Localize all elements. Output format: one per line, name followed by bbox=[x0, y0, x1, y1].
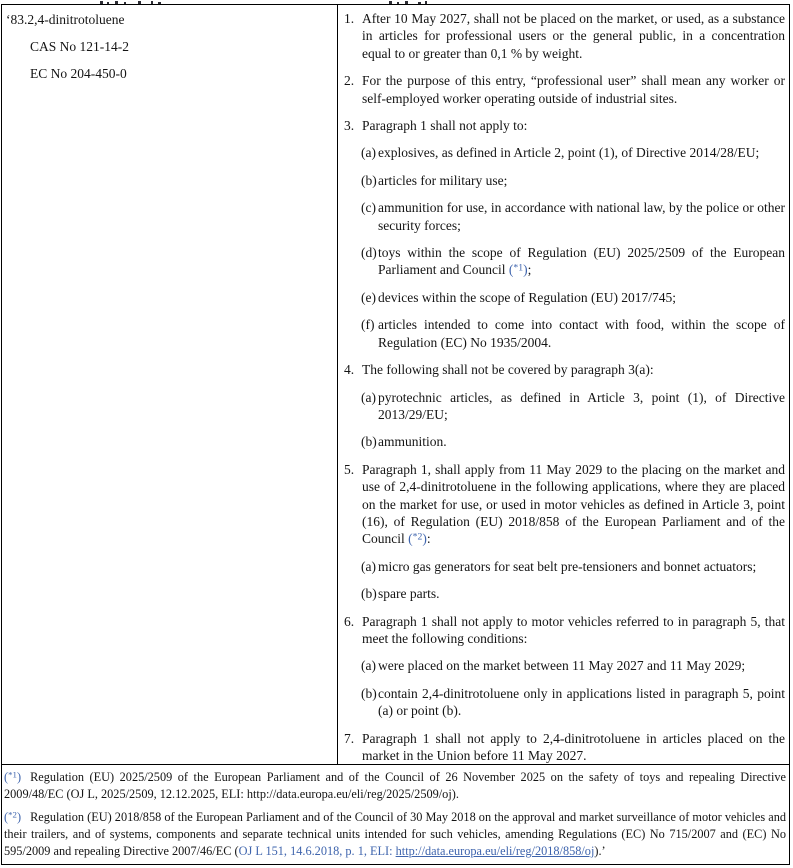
footnote-2-close-paren: ) bbox=[16, 810, 22, 825]
subitem-3f-label: (f) bbox=[361, 317, 375, 333]
subitem-6a bbox=[344, 657, 785, 674]
footnote-1-open-paren: ( bbox=[4, 770, 9, 785]
paragraph-5 bbox=[344, 461, 785, 548]
footnote-2-text: Regulation (EU) 2018/858 of the European Parliament and of the Council of 30 May 2018 on the approval and market surveillance of motor vehicles and their trailers, and of systems, components and separate technical units intended for such vehicles, amending Regulations (EC) No 715/2007 and (EC) No 595/2009 and repealing Directive 2007/46/EC ( bbox=[4, 810, 786, 859]
paragraph-1-text: After 10 May 2027, shall not be placed on the market, or used, as a substance in articles for professional users or the general public, in a concentration equal to or greater than 0,1 % by weight. bbox=[362, 11, 785, 61]
footnote-2-text-after: ).’ bbox=[594, 844, 606, 859]
entry-number-and-substance bbox=[6, 11, 331, 28]
paragraph-4-text: The following shall not be covered by paragraph 3(a): bbox=[362, 362, 654, 378]
subitem-3d-text-after: ; bbox=[527, 262, 532, 278]
footnote-ref-2-close-paren: ) bbox=[422, 531, 427, 547]
subitem-6b-text: contain 2,4-dinitrotoluene only in applications listed in paragraph 5, point (a) or point (b). bbox=[378, 685, 785, 719]
paragraph-5-number: 5. bbox=[344, 461, 355, 477]
footnote-ref-2-open-paren: ( bbox=[408, 531, 413, 547]
footnote-2-eli-url-link[interactable]: http://data.europa.eu/eli/reg/2018/858/oj bbox=[395, 844, 595, 859]
footnote-2-open-paren: ( bbox=[4, 810, 9, 825]
subitem-3e bbox=[344, 289, 785, 306]
subitem-4a-text: pyrotechnic articles, as defined in Article 3, point (1), of Directive 2013/29/EU; bbox=[378, 389, 785, 422]
footnote-ref-1-marker: *1 bbox=[513, 262, 524, 274]
subitem-3a-text: explosives, as defined in Article 2, point (1), of Directive 2014/28/EU; bbox=[378, 145, 760, 161]
conditions-cell bbox=[338, 5, 789, 764]
footnote-1-marker: *1 bbox=[8, 770, 17, 781]
footnote-2-marker: *2 bbox=[8, 810, 17, 821]
paragraph-7-text: Paragraph 1 shall not apply to 2,4-dinitrotoluene in articles placed on the market in the Union before 11 May 2027. bbox=[362, 730, 785, 763]
substance-name: 2,4-dinitrotoluene bbox=[27, 12, 125, 27]
paragraph-3 bbox=[344, 117, 785, 134]
restriction-entry-row bbox=[2, 5, 789, 764]
footnote-ref-2-link[interactable] bbox=[408, 531, 427, 546]
subitem-3c-label: (c) bbox=[361, 200, 376, 216]
footnote-2-oj-reference: OJ L 151, 14.6.2018, p. 1, ELI: bbox=[238, 844, 396, 859]
subitem-6a-text: were placed on the market between 11 May 2027 and 11 May 2029; bbox=[378, 658, 746, 674]
footnotes-section bbox=[2, 764, 789, 866]
footnote-ref-1-close-paren: ) bbox=[523, 262, 528, 278]
paragraph-5-text: Paragraph 1, shall apply from 11 May 2029 to the placing on the market and use of 2,4-dinitrotoluene in the following applications, where they are placed on the market for use, or used in motor vehicles as defined in Article 3, point (16), of Regulation (EU) 2018/858 of the European Parliament and of the Council bbox=[362, 461, 785, 547]
footnote-2 bbox=[4, 809, 786, 860]
paragraph-2-number: 2. bbox=[344, 73, 355, 89]
footnote-1-text: Regulation (EU) 2025/2509 of the European Parliament and of the Council of 26 November 2025 on the safety of toys and repealing Directive 2009/48/EC (OJ L, 2025/2509, 12.12.2025, ELI: http://data.europa.eu/eli/reg/2025/2509/oj). bbox=[4, 770, 786, 802]
paragraph-6-text: Paragraph 1 shall not apply to motor vehicles referred to in paragraph 5, that meet the following conditions: bbox=[362, 613, 785, 646]
cas-number: CAS No 121-14-2 bbox=[30, 39, 130, 54]
subitem-5a-label: (a) bbox=[361, 558, 376, 574]
subitem-4a-label: (a) bbox=[361, 389, 376, 405]
subitem-3d bbox=[344, 244, 785, 279]
subitem-4b-label: (b) bbox=[361, 434, 377, 450]
subitem-5a-text: micro gas generators for seat belt pre-tensioners and bonnet actuators; bbox=[378, 558, 757, 574]
footnote-ref-2-marker: *2 bbox=[412, 531, 423, 543]
footnote-ref-1-link[interactable] bbox=[509, 262, 528, 277]
paragraph-4-number: 4. bbox=[344, 362, 355, 378]
paragraph-5-text-after: : bbox=[426, 531, 431, 547]
subitem-3a bbox=[344, 144, 785, 161]
footnote-1-anchor[interactable] bbox=[4, 770, 21, 784]
subitem-3a-label: (a) bbox=[361, 145, 376, 161]
subitem-6b-label: (b) bbox=[361, 685, 377, 701]
subitem-5a bbox=[344, 558, 785, 575]
subitem-5b-text: spare parts. bbox=[378, 586, 440, 602]
ec-number: EC No 204-450-0 bbox=[30, 66, 127, 81]
paragraph-6 bbox=[344, 613, 785, 648]
subitem-3f-text: articles intended to come into contact with food, within the scope of Regulation (EC) No 1935/2004. bbox=[378, 317, 785, 350]
subitem-3b-text: articles for military use; bbox=[378, 172, 508, 188]
subitem-3d-text: toys within the scope of Regulation (EU) 2025/2509 of the European Parliament and Council bbox=[378, 245, 785, 278]
paragraph-3-number: 3. bbox=[344, 118, 355, 134]
paragraph-2 bbox=[344, 72, 785, 107]
paragraph-7 bbox=[344, 730, 785, 765]
subitem-3c-text: ammunition for use, in accordance with national law, by the police or other security forces; bbox=[378, 200, 785, 233]
subitem-3f bbox=[344, 316, 785, 351]
paragraph-2-text: For the purpose of this entry, “professional user” shall mean any worker or self-employed worker operating outside of industrial sites. bbox=[362, 73, 785, 106]
subitem-3d-label: (d) bbox=[361, 245, 377, 261]
paragraph-3-text: Paragraph 1 shall not apply to: bbox=[362, 118, 528, 134]
paragraph-7-number: 7. bbox=[344, 730, 355, 746]
footnote-1-close-paren: ) bbox=[16, 770, 22, 785]
subitem-5b-label: (b) bbox=[361, 586, 377, 602]
subitem-3b-label: (b) bbox=[361, 172, 377, 188]
subitem-3e-text: devices within the scope of Regulation (EU) 2017/745; bbox=[378, 289, 677, 305]
substance-cell bbox=[2, 5, 338, 764]
subitem-4b-text: ammunition. bbox=[378, 434, 447, 450]
subitem-6a-label: (a) bbox=[361, 658, 376, 674]
subitem-4b bbox=[344, 433, 785, 450]
paragraph-6-number: 6. bbox=[344, 613, 355, 629]
entry-number: ‘83. bbox=[6, 12, 28, 27]
subitem-4a bbox=[344, 389, 785, 424]
footnote-1 bbox=[4, 769, 786, 803]
paragraph-1-number: 1. bbox=[344, 11, 355, 26]
footnote-2-anchor[interactable] bbox=[4, 810, 21, 824]
paragraph-4 bbox=[344, 361, 785, 378]
footnote-ref-1-open-paren: ( bbox=[508, 262, 514, 278]
subitem-3e-label: (e) bbox=[361, 289, 376, 305]
subitem-3c bbox=[344, 199, 785, 234]
restriction-table bbox=[1, 4, 790, 865]
subitem-6b bbox=[344, 685, 785, 720]
subitem-3b bbox=[344, 172, 785, 189]
paragraph-1 bbox=[344, 10, 785, 62]
subitem-5b bbox=[344, 585, 785, 602]
